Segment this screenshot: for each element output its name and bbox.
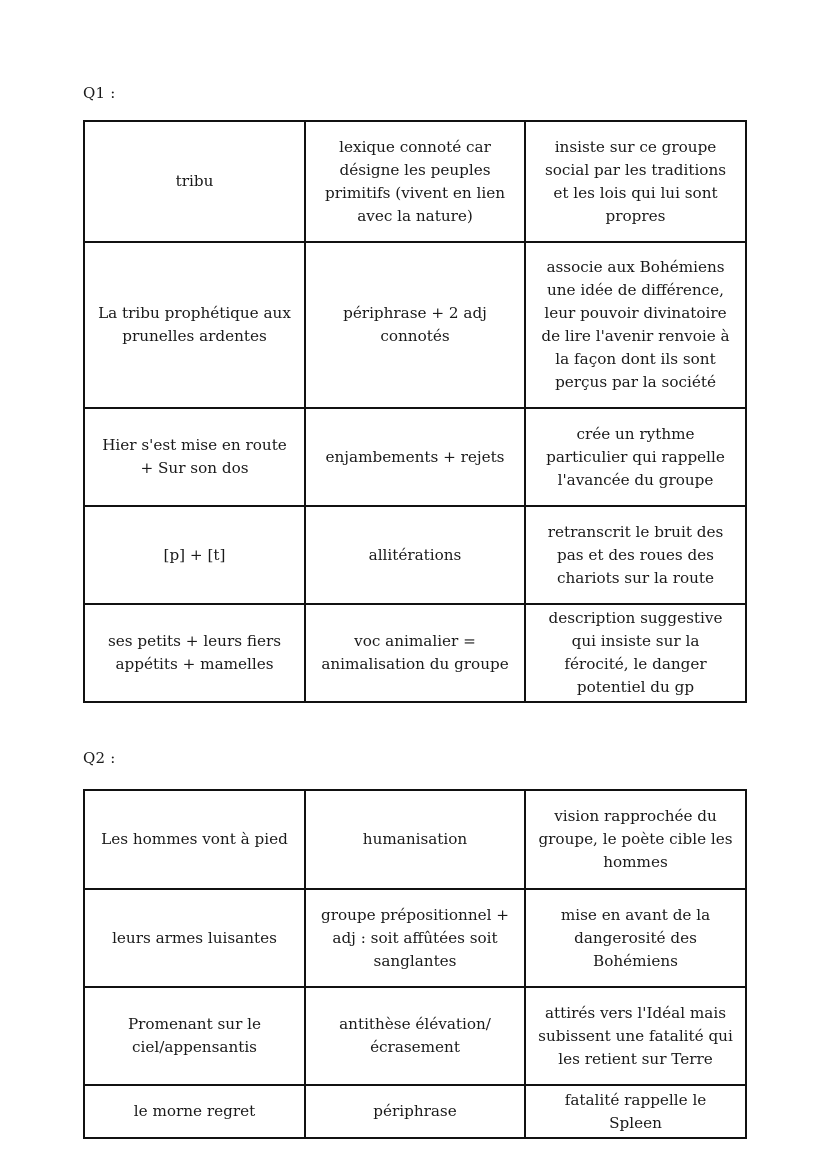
question-2-heading: Q2 : bbox=[83, 749, 116, 767]
table-row bbox=[84, 889, 746, 987]
quote-cell: tribu bbox=[84, 121, 305, 242]
device-cell: lexique connoté car désigne les peuples primitifs (vivent en lien avec la nature) bbox=[305, 121, 525, 242]
quote-cell: leurs armes luisantes bbox=[84, 889, 305, 987]
interpretation-cell: associe aux Bohémiens une idée de différence, leur pouvoir divinatoire de lire l'avenir renvoie à la façon dont ils sont perçus par la société bbox=[525, 242, 746, 408]
table-row bbox=[84, 121, 746, 242]
quote-cell: le morne regret bbox=[84, 1085, 305, 1138]
table-row bbox=[84, 987, 746, 1085]
interpretation-cell: crée un rythme particulier qui rappelle l'avancée du groupe bbox=[525, 408, 746, 506]
interpretation-cell: vision rapprochée du groupe, le poète cible les hommes bbox=[525, 790, 746, 889]
interpretation-cell: retranscrit le bruit des pas et des roues des chariots sur la route bbox=[525, 506, 746, 604]
question-2-table bbox=[83, 789, 747, 1139]
device-cell: groupe prépositionnel + adj : soit affûtées soit sanglantes bbox=[305, 889, 525, 987]
device-cell: enjambements + rejets bbox=[305, 408, 525, 506]
device-cell: allitérations bbox=[305, 506, 525, 604]
quote-cell: [p] + [t] bbox=[84, 506, 305, 604]
interpretation-cell: description suggestive qui insiste sur la férocité, le danger potentiel du gp bbox=[525, 604, 746, 702]
table-row bbox=[84, 408, 746, 506]
device-cell: antithèse élévation/ écrasement bbox=[305, 987, 525, 1085]
interpretation-cell: mise en avant de la dangerosité des Bohémiens bbox=[525, 889, 746, 987]
device-cell: humanisation bbox=[305, 790, 525, 889]
interpretation-cell: insiste sur ce groupe social par les traditions et les lois qui lui sont propres bbox=[525, 121, 746, 242]
table-row bbox=[84, 506, 746, 604]
quote-cell: Promenant sur le ciel/appensantis bbox=[84, 987, 305, 1085]
table-row bbox=[84, 1085, 746, 1138]
question-1-heading: Q1 : bbox=[83, 84, 116, 102]
quote-cell: Les hommes vont à pied bbox=[84, 790, 305, 889]
table-row bbox=[84, 242, 746, 408]
quote-cell: ses petits + leurs fiers appétits + mamelles bbox=[84, 604, 305, 702]
device-cell: périphrase bbox=[305, 1085, 525, 1138]
interpretation-cell: attirés vers l'Idéal mais subissent une fatalité qui les retient sur Terre bbox=[525, 987, 746, 1085]
device-cell: périphrase + 2 adj connotés bbox=[305, 242, 525, 408]
question-1-table bbox=[83, 120, 747, 703]
table-row bbox=[84, 604, 746, 702]
quote-cell: La tribu prophétique aux prunelles ardentes bbox=[84, 242, 305, 408]
table-row bbox=[84, 790, 746, 889]
interpretation-cell: fatalité rappelle le Spleen bbox=[525, 1085, 746, 1138]
quote-cell: Hier s'est mise en route + Sur son dos bbox=[84, 408, 305, 506]
device-cell: voc animalier = animalisation du groupe bbox=[305, 604, 525, 702]
